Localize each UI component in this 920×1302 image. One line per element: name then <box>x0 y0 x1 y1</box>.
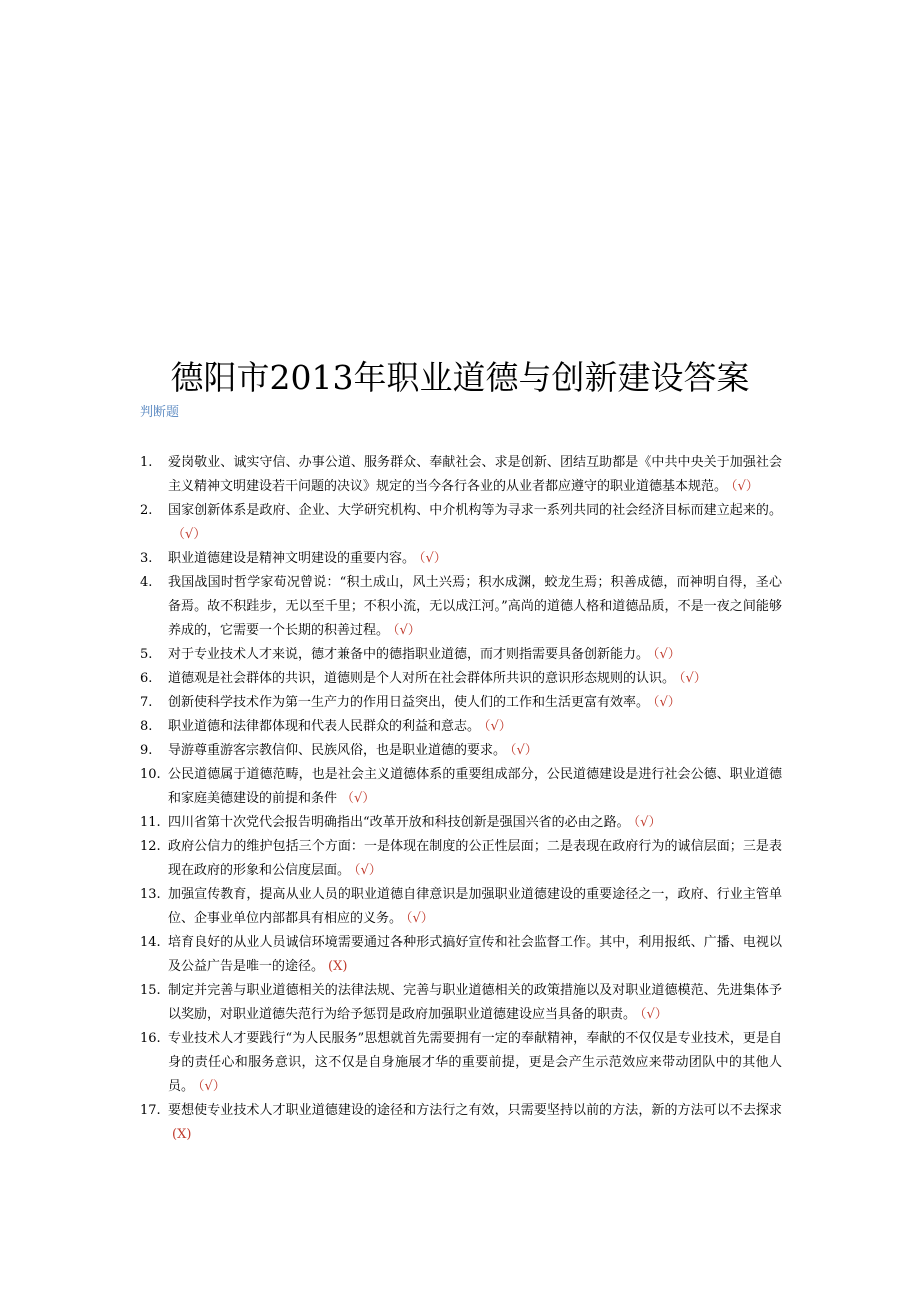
question-number: 14. <box>140 935 161 950</box>
question-body <box>168 883 782 931</box>
question-number: 6. <box>140 671 153 686</box>
question-item <box>140 547 782 571</box>
answer-mark: (X) <box>172 1127 192 1142</box>
question-item <box>140 1099 782 1147</box>
answer-mark: （√） <box>510 743 538 758</box>
answer-mark: （√） <box>731 479 759 494</box>
question-item <box>140 715 782 739</box>
question-item <box>140 835 782 883</box>
answer-mark: （√） <box>419 551 447 566</box>
question-body <box>168 667 782 691</box>
question-body <box>168 715 782 739</box>
question-number: 10. <box>140 767 161 782</box>
question-number: 3. <box>140 551 153 566</box>
answer-mark: （√） <box>172 527 207 542</box>
question-text: 职业道德和法律都体现和代表人民群众的利益和意志。 <box>168 719 481 734</box>
question-number: 4. <box>140 575 153 590</box>
question-number: 8. <box>140 719 153 734</box>
question-text: 我国战国时哲学家荀况曾说：“积土成山，风土兴焉；积水成渊，蛟龙生焉；积善成德，而神明自得，圣心备焉。故不积跬步，无以至千里；不积小流，无以成江河。”高尚的道德人格和道德品质，不是一夜之间能够养成的，它需要一个长期的积善过程。 <box>168 575 782 638</box>
question-number: 12. <box>140 839 161 854</box>
question-body <box>168 763 782 811</box>
question-body <box>168 571 782 643</box>
answer-mark: （√） <box>640 1007 668 1022</box>
question-text: 导游尊重游客宗教信仰、民族风俗，也是职业道德的要求。 <box>168 743 507 758</box>
question-body <box>168 739 782 763</box>
question-body <box>168 835 782 883</box>
question-text: 道德观是社会群体的共识，道德则是个人对所在社会群体所共识的意识形态规则的认识。 <box>168 671 676 686</box>
answer-mark: （√） <box>354 863 382 878</box>
question-item <box>140 931 782 979</box>
question-item <box>140 1027 782 1099</box>
question-number: 13. <box>140 887 161 902</box>
question-text: 职业道德建设是精神文明建设的重要内容。 <box>168 551 416 566</box>
question-item <box>140 883 782 931</box>
question-item <box>140 811 782 835</box>
question-text: 对于专业技术人才来说，德才兼备中的德指职业道德，而才则指需要具备创新能力。 <box>168 647 650 662</box>
question-text: 四川省第十次党代会报告明确指出“改革开放和科技创新是强国兴省的必由之路。 <box>168 815 630 830</box>
question-item <box>140 691 782 715</box>
question-item <box>140 763 782 811</box>
question-text: 加强宣传教育，提高从业人员的职业道德自律意识是加强职业道德建设的重要途径之一，政府、行业主管单位、企事业单位内部都具有相应的义务。 <box>168 887 782 926</box>
question-text: 公民道德属于道德范畴，也是社会主义道德体系的重要组成部分，公民道德建设是进行社会公德、职业道德和家庭美德建设的前提和条件 <box>168 767 782 806</box>
question-text: 爱岗敬业、诚实守信、办事公道、服务群众、奉献社会、求是创新、团结互助都是《中共中央关于加强社会主义精神文明建设若干问题的决议》规定的当今各行各业的从业者都应遵守的职业道德基本规范。 <box>168 455 782 494</box>
question-item <box>140 667 782 691</box>
question-body <box>168 691 782 715</box>
question-body <box>168 451 782 499</box>
answer-mark: (X) <box>328 959 348 974</box>
question-number: 17. <box>140 1103 161 1118</box>
question-item <box>140 979 782 1027</box>
question-item <box>140 643 782 667</box>
question-body <box>168 1027 782 1099</box>
answer-mark: （√） <box>633 815 662 830</box>
question-body <box>168 499 782 547</box>
question-item <box>140 499 782 547</box>
question-number: 2. <box>140 503 153 518</box>
answer-mark: （√） <box>484 719 512 734</box>
question-item <box>140 739 782 763</box>
question-item <box>140 571 782 643</box>
question-number: 5. <box>140 647 153 662</box>
question-body <box>168 1099 782 1147</box>
question-number: 11. <box>140 815 161 830</box>
question-number: 9. <box>140 743 153 758</box>
question-body <box>168 931 782 979</box>
question-text: 培育良好的从业人员诚信环境需要通过各种形式搞好宣传和社会监督工作。其中，利用报纸、广播、电视以及公益广告是唯一的途径。 <box>168 935 782 974</box>
answer-mark: （√） <box>406 911 434 926</box>
answer-mark: （√） <box>679 671 707 686</box>
question-list <box>140 451 782 1147</box>
question-number: 15. <box>140 983 161 998</box>
question-number: 16. <box>140 1031 161 1046</box>
question-number: 1. <box>140 455 153 470</box>
section-heading: 判断题 <box>140 405 180 420</box>
question-text: 要想使专业技术人才职业道德建设的途径和方法行之有效，只需要坚持以前的方法，新的方法可以不去探求 <box>168 1103 782 1118</box>
question-item <box>140 451 782 499</box>
question-body <box>168 547 782 571</box>
answer-mark: （√） <box>653 647 681 662</box>
answer-mark: （√） <box>393 623 421 638</box>
question-text: 国家创新体系是政府、企业、大学研究机构、中介机构等为寻求一系列共同的社会经济目标而建立起来的。 <box>168 503 782 518</box>
question-text: 政府公信力的维护包括三个方面：一是体现在制度的公正性层面；二是表现在政府行为的诚信层面；三是表现在政府的形象和公信度层面。 <box>168 839 782 878</box>
question-text: 创新使科学技术作为第一生产力的作用日益突出，使人们的工作和生活更富有效率。 <box>168 695 650 710</box>
answer-mark: （√） <box>341 791 376 806</box>
question-body <box>168 979 782 1027</box>
answer-mark: （√） <box>653 695 681 710</box>
question-body <box>168 643 782 667</box>
document-title: 德阳市2013年职业道德与创新建设答案 <box>170 358 750 397</box>
question-text: 专业技术人才要践行“为人民服务”思想就首先需要拥有一定的奉献精神，奉献的不仅仅是专业技术，更是自身的责任心和服务意识，这不仅是自身施展才华的重要前提，更是会产生示范效应来带动团队中的其他人员。 <box>168 1031 782 1094</box>
question-number: 7. <box>140 695 153 710</box>
answer-mark: （√） <box>198 1079 226 1094</box>
question-body <box>168 811 782 835</box>
question-text: 制定并完善与职业道德相关的法律法规、完善与职业道德相关的政策措施以及对职业道德模范、先进集体予以奖励，对职业道德失范行为给予惩罚是政府加强职业道德建设应当具备的职责。 <box>168 983 782 1022</box>
